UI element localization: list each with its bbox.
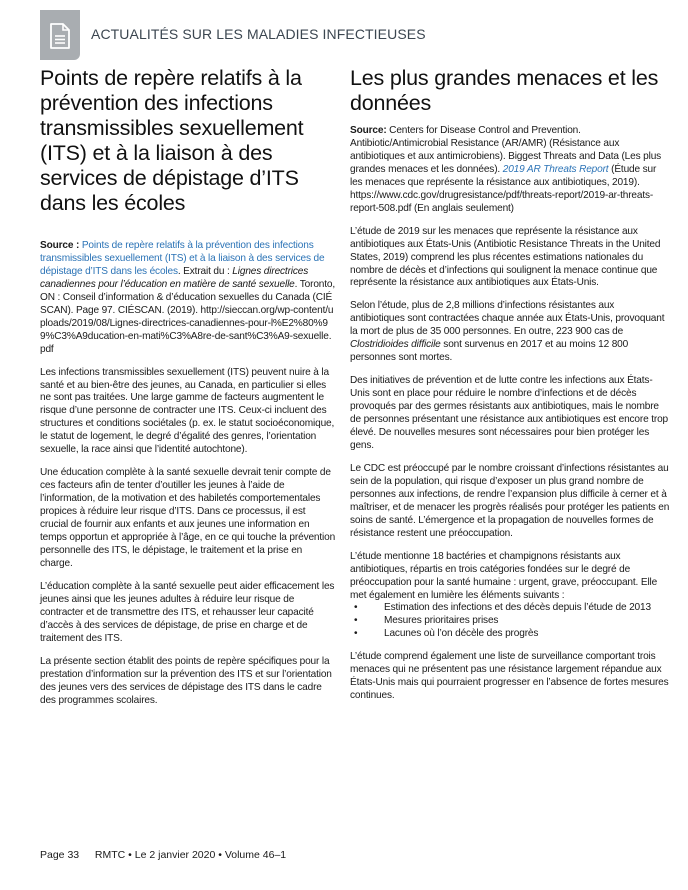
- left-column: [40, 66, 336, 717]
- left-source: [40, 240, 336, 357]
- report-link[interactable]: 2019 AR Threats Report: [502, 163, 609, 175]
- source-link[interactable]: Points de repère relatifs à la prévention des infections transmissibles sexuellement (ITS) et à la liaison à des services de dépistage d’ITS dans les écoles: [40, 240, 325, 277]
- source-label: Source :: [40, 240, 80, 251]
- right-paragraph: L’étude mentionne 18 bactéries et champignons résistants aux antibiotiques, répartis en trois catégories fondées sur le degré de préoccupation pour la santé humaine : urgent, grave, préoccupant. Elle met également en lumière les éléments suivants :: [350, 550, 658, 601]
- journal-citation: RMTC • Le 2 janvier 2020 • Volume 46–1: [94, 849, 287, 861]
- source-text: . Extrait du :: [177, 265, 233, 277]
- right-source: [350, 125, 670, 216]
- source-italic-title: Lignes directrices canadiennes pour l’éducation en matière de santé sexuelle: [40, 265, 309, 290]
- source-label: Source:: [350, 125, 387, 136]
- left-paragraph: La présente section établit des points de repère spécifiques pour la prestation d’information sur la prévention des ITS et sur l’orientation des jeunes vers des services de dépistage des ITS dans le cadre des programmes scolaires.: [40, 655, 332, 706]
- source-citation: (Étude sur les menaces que représente la résistance aux antibiotiques, 2019). https://www.cdc.gov/drugresistance/pdf/threats-report/2019-ar-threats-report-508.pdf (En anglais seulement): [350, 163, 657, 214]
- paragraph-text: sont survenus en 2017 et au moins 12 800 personnes sont mortes.: [350, 339, 629, 364]
- left-paragraph: Une éducation complète à la santé sexuelle devrait tenir compte de ces facteurs afin de tenter d’outiller les jeunes à l’aide de l’information, de la motivation et des habiletés comportementales propices à réduire leur risque d’ITS. Dans ce processus, il est crucial de fournir aux enfants et aux jeunes une information en temps opportun et appropriée à l’âge, en ce qui touche la prévention personnelle des ITS, le dépistage, le traitement et la prise en charge.: [40, 467, 336, 569]
- source-citation: . Toronto, ON : Conseil d’information & d’éducation sexuelles du Canada (CIÉSCAN). Page 97. CIÉSCAN. (2019). http://sieccan.org/wp-content/uploads/2019/08/Lignes-directrices-canadiennes-pour-l%E2%80%99%C3%A9ducation-en-mati%C3%A8re-de-sant%C3%A9-sexuelle.pdf: [40, 278, 336, 355]
- page-number: Page 33: [40, 849, 80, 861]
- bullet-list: [350, 602, 670, 641]
- section-header: [40, 10, 680, 60]
- document-glyph-icon: [49, 23, 71, 49]
- paragraph-text: Selon l’étude, plus de 2,8 millions d’infections résistantes aux antibiotiques sont contractées chaque année aux États-Unis, provoquant la mort de plus de 35 000 personnes. En outre, 223 900 cas de: [350, 300, 665, 338]
- right-paragraph: Le CDC est préoccupé par le nombre croissant d’infections résistantes au sein de la population, qui risque d’exposer un plus grand nombre de personnes aux infections, de rendre l’expansion plus difficile à cerner et à maîtriser, et de menacer les progrès réalisés pour protéger les patients en soins de santé. L’émergence et la propagation de nouvelles formes de résistance restent une préoccupation.: [350, 462, 670, 539]
- right-paragraph: [350, 300, 670, 365]
- page-footer: [40, 849, 286, 861]
- list-item: • Lacunes où l’on décèle des progrès: [350, 628, 670, 641]
- list-item: • Estimation des infections et des décès depuis l’étude de 2013: [350, 602, 670, 615]
- left-paragraph: Les infections transmissibles sexuellement (ITS) peuvent nuire à la santé et au bien-être des jeunes, au Canada, en particulier si elles ne sont pas traitées. Une large gamme de facteurs augmentent le risque d’une personne de contracter une ITS. Ceux-ci incluent des structures et conditions sociétales (p. ex. le statut socioéconomique, le statut de logement, le degré d’égalité des genres, l’orientation sexuelle, la race ainsi que l’identité autochtone).: [40, 366, 335, 456]
- left-paragraph: L’éducation complète à la santé sexuelle peut aider efficacement les jeunes ainsi que les jeunes adultes à réduire leur risque de contracter et de transmettre des ITS, et rehausser leur capacité d’accès à des services de dépistage, de prise en charge et de traitement des ITS.: [40, 580, 335, 644]
- species-name: Clostridioides difficile: [350, 339, 441, 351]
- right-article-title: Les plus grandes menaces et les données: [350, 66, 659, 115]
- document-icon: [40, 10, 80, 60]
- right-paragraph: L’étude comprend également une liste de surveillance comportant trois menaces qui ne présentent pas une résistance largement répandue aux États-Unis mais qui pourraient progresser en l’absence de fortes mesures continues.: [350, 651, 669, 702]
- right-paragraph: L’étude de 2019 sur les menaces que représente la résistance aux antibiotiques aux États-Unis (Antibiotic Resistance Threats in the United States, 2019) comprend les plus récentes estimations nationales du nombre de décès et d’infections qui soulignent la menace continue que représente la résistance aux antibiotiques aux États-Unis.: [350, 225, 661, 289]
- source-text: Centers for Disease Control and Prevention. Antibiotic/Antimicrobial Resistance (AR/AMR) (Résistance aux antibiotiques et aux antimicrobiens). Biggest Threats and Data (Les plus grandes menaces et les données).: [350, 125, 662, 175]
- list-item: • Mesures prioritaires prises: [350, 615, 670, 628]
- right-column: [350, 66, 670, 713]
- right-paragraph: Des initiatives de prévention et de lutte contre les infections aux États-Unis sont en place pour réduire le nombre d’infections et de décès provoqués par des germes résistants aux antibiotiques, mais le nombre de personnes présentant une résistance aux antibiotiques est encore trop élevé. De nouvelles mesures sont nécessaires pour bien protéger les gens.: [350, 375, 669, 451]
- left-article-title: Points de repère relatifs à la prévention des infections transmissibles sexuellement (ITS) et à la liaison à des services de dépistage d’ITS dans les écoles: [40, 66, 304, 215]
- section-title: ACTUALITÉS SUR LES MALADIES INFECTIEUSES: [91, 26, 426, 42]
